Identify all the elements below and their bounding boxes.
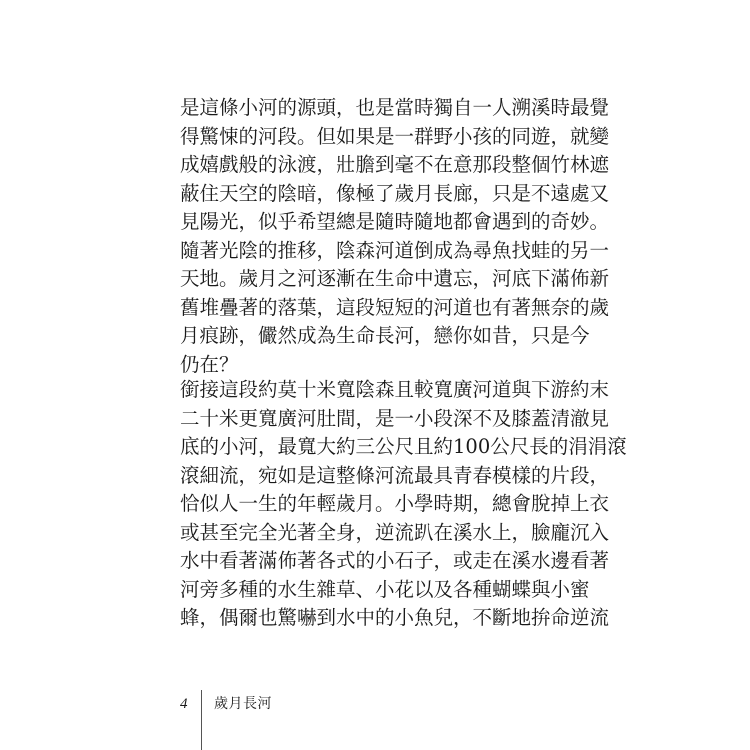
text-line: 或甚至完全光著全身，逆流趴在溪水上，臉龐沉入 <box>180 520 610 544</box>
text-line: 恰似人一生的年輕歲月。小學時期，總會脫掉上衣 <box>180 492 610 515</box>
text-line: 蜂，偶爾也驚嚇到水中的小魚兒，不斷地拚命逆流 <box>180 606 610 629</box>
text-line: 得驚悚的河段。但如果是一群野小孩的同遊，就變 <box>180 124 610 148</box>
page-number: 4 <box>180 696 188 712</box>
paragraph-1 <box>180 94 610 379</box>
text-line: 底的小河，最寬大約三公尺且約100公尺長的涓涓滾 <box>180 435 627 458</box>
text-line: 是這條小河的源頭，也是當時獨自一人溯溪時最覺 <box>180 96 610 119</box>
text-line: 舊堆疊著的落葉，這段短短的河道也有著無奈的歲 <box>180 295 610 319</box>
text-line: 蔽住天空的陰暗，像極了歲月長廊，只是不遠處又 <box>180 181 610 205</box>
text-line: 隨著光陰的推移，陰森河道倒成為尋魚找蛙的另一 <box>180 238 610 262</box>
footer-divider <box>201 690 202 750</box>
text-line: 仍在？ <box>180 352 239 376</box>
text-line: 成嬉戲般的泳渡，壯膽到毫不在意那段整個竹林遮 <box>180 153 610 176</box>
text-line: 天地。歲月之河逐漸在生命中遺忘，河底下滿佈新 <box>180 267 610 290</box>
text-line: 河旁多種的水生雜草、小花以及各種蝴蝶與小蜜 <box>180 577 590 601</box>
text-line: 二十米更寬廣河肚間，是一小段深不及膝蓋清澈見 <box>180 406 610 430</box>
text-line: 滾細流，宛如是這整條河流最具青春模樣的片段， <box>180 463 610 487</box>
paragraph-2 <box>180 376 627 633</box>
text-line: 銜接這段約莫十米寬陰森且較寬廣河道與下游約末 <box>180 378 610 401</box>
running-footer-title: 歲月長河 <box>214 696 272 712</box>
text-line: 水中看著滿佈著各式的小石子，或走在溪水邊看著 <box>180 549 610 572</box>
text-line: 見陽光，似乎希望總是隨時隨地都會遇到的奇妙。 <box>180 210 610 233</box>
text-line: 月痕跡，儼然成為生命長河，戀你如昔，只是今 <box>180 324 590 347</box>
